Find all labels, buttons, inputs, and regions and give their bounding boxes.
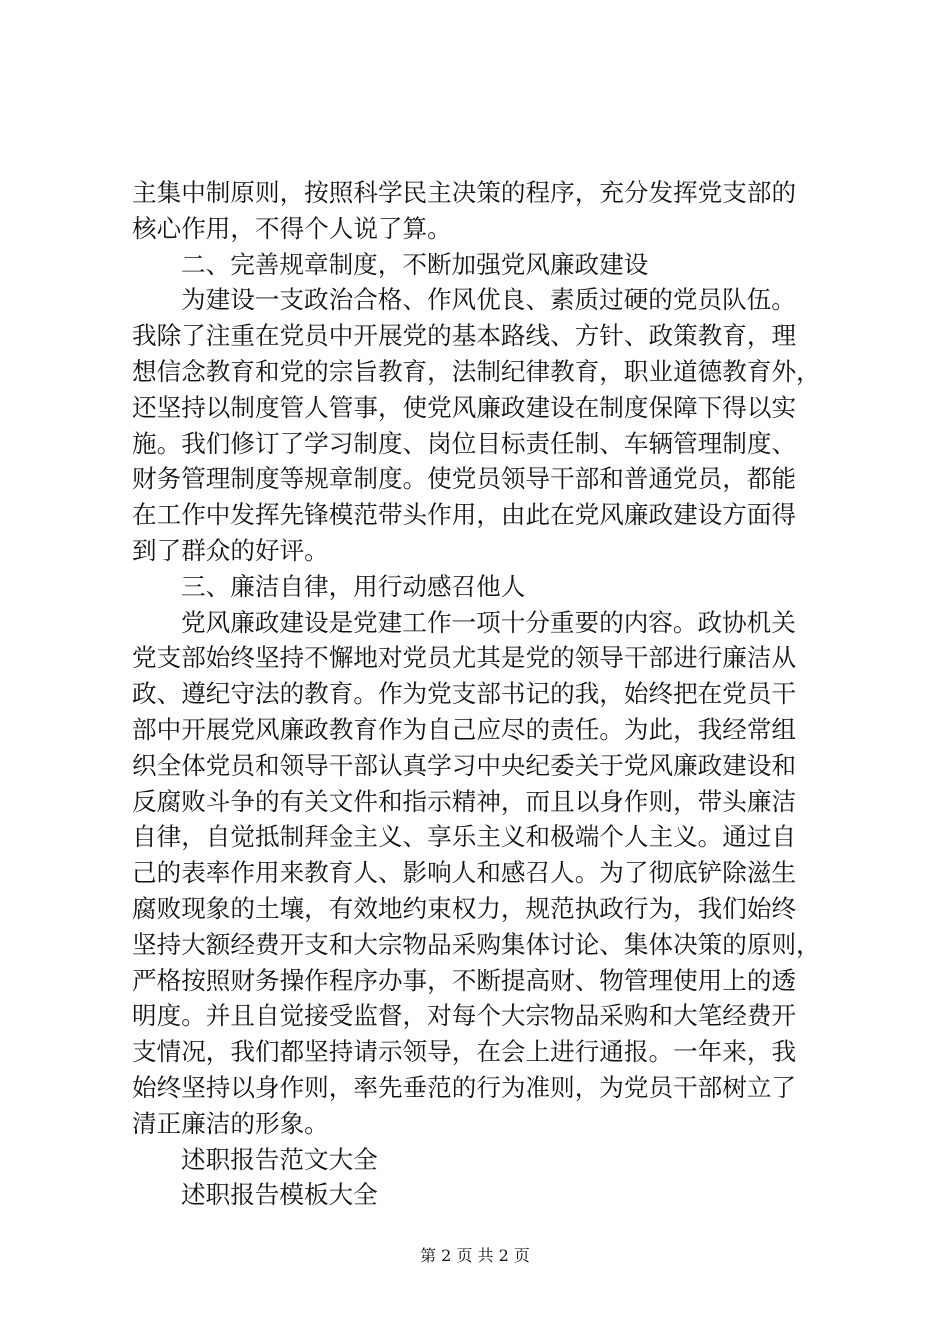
text-line: 还坚持以制度管人管事，使党风廉政建设在制度保障下得以实 xyxy=(132,392,797,422)
document-body xyxy=(132,175,832,1213)
text-line: 腐败现象的土壤，有效地约束权力，规范执政行为，我们始终 xyxy=(132,893,797,923)
text-line: 政、遵纪守法的教育。作为党支部书记的我，始终把在党员干 xyxy=(132,679,797,709)
text-line: 己的表率作用来教育人、影响人和感召人。为了彻底铲除滋生 xyxy=(132,858,797,888)
text-line: 核心作用，不得个人说了算。 xyxy=(132,213,452,243)
text-line: 三、廉洁自律，用行动感召他人 xyxy=(181,571,526,601)
text-line: 党风廉政建设是党建工作一项十分重要的内容。政协机关 xyxy=(181,607,796,637)
text-line: 党支部始终坚持不懈地对党员尤其是党的领导干部进行廉洁从 xyxy=(132,643,797,673)
text-line: 施。我们修订了学习制度、岗位目标责任制、车辆管理制度、 xyxy=(132,428,797,458)
text-line: 始终坚持以身作则，率先垂范的行为准则，为党员干部树立了 xyxy=(132,1072,797,1102)
text-line: 想信念教育和党的宗旨教育，法制纪律教育，职业道德教育外， xyxy=(132,356,821,386)
text-line: 述职报告范文大全 xyxy=(181,1144,378,1174)
text-line: 到了群众的好评。 xyxy=(132,535,329,565)
page-footer: 第 2 页 共 2 页 xyxy=(420,1246,530,1265)
text-line: 反腐败斗争的有关文件和指示精神，而且以身作则，带头廉洁 xyxy=(132,786,797,816)
text-line: 主集中制原则，按照科学民主决策的程序，充分发挥党支部的 xyxy=(132,178,797,207)
text-line: 严格按照财务操作程序办事，不断提高财、物管理使用上的透 xyxy=(132,965,797,995)
text-line: 织全体党员和领导干部认真学习中央纪委关于党风廉政建设和 xyxy=(132,750,797,780)
text-line: 部中开展党风廉政教育作为自己应尽的责任。为此，我经常组 xyxy=(132,714,797,744)
text-line: 二、完善规章制度，不断加强党风廉政建设 xyxy=(181,249,649,279)
text-line: 支情况，我们都坚持请示领导，在会上进行通报。一年来，我 xyxy=(132,1037,797,1067)
text-line: 述职报告模板大全 xyxy=(181,1180,378,1210)
text-line: 为建设一支政治合格、作风优良、素质过硬的党员队伍。 xyxy=(181,285,796,315)
text-line: 坚持大额经费开支和大宗物品采购集体讨论、集体决策的原则， xyxy=(132,929,821,959)
text-line: 财务管理制度等规章制度。使党员领导干部和普通党员，都能 xyxy=(132,464,797,494)
text-line: 清正廉洁的形象。 xyxy=(132,1108,329,1138)
text-line: 明度。并且自觉接受监督，对每个大宗物品采购和大笔经费开 xyxy=(132,1001,797,1031)
text-line: 在工作中发挥先锋模范带头作用，由此在党风廉政建设方面得 xyxy=(132,500,797,530)
text-line: 自律，自觉抵制拜金主义、享乐主义和极端个人主义。通过自 xyxy=(132,822,797,852)
text-line: 我除了注重在党员中开展党的基本路线、方针、政策教育，理 xyxy=(132,321,797,351)
